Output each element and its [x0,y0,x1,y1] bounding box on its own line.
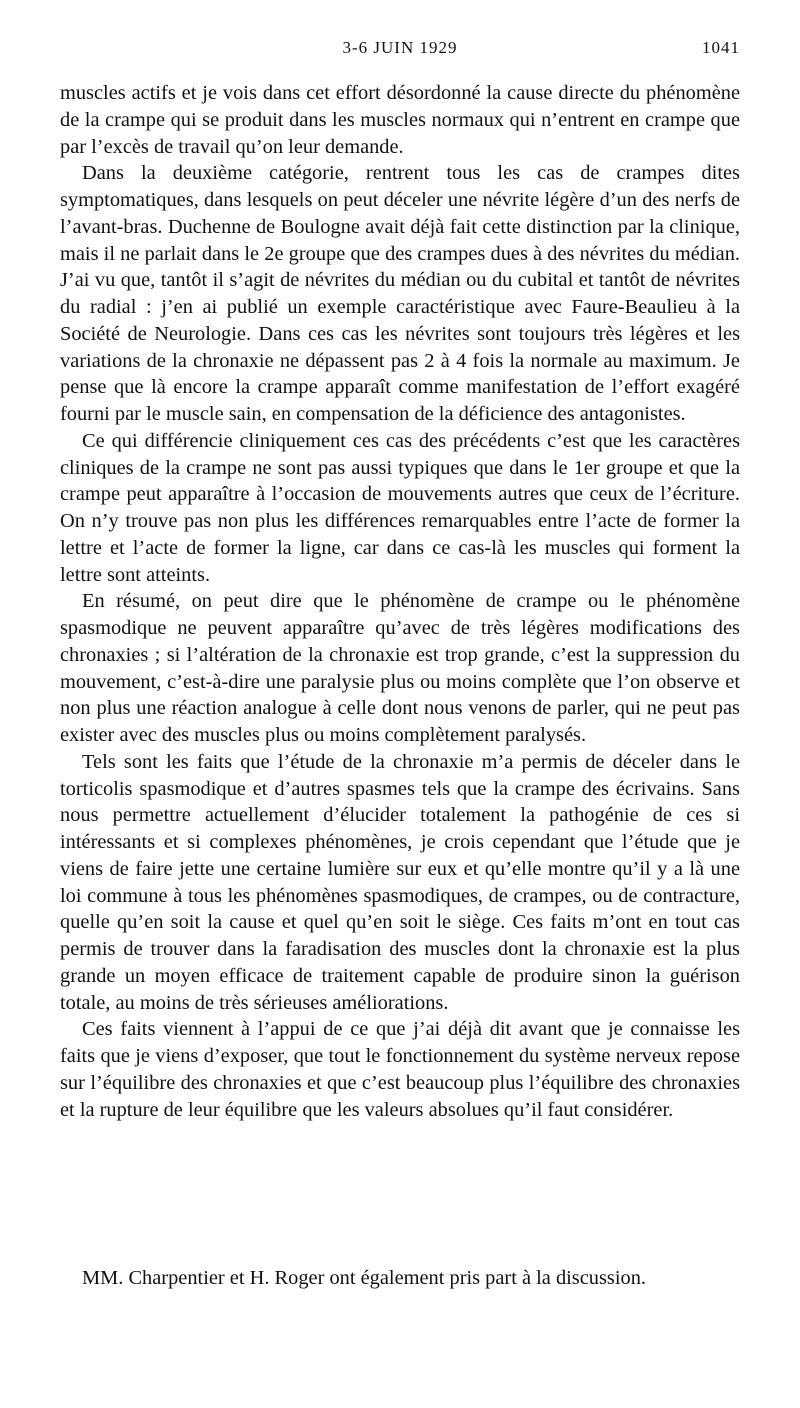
paragraph: Ces faits viennent à l’appui de ce que j’ai déjà dit avant que je connaisse les faits que je viens d’exposer, que tout le fonctionnement du système nerveux repose sur l’équilibre des chronaxies et que c’est beaucoup plus l’équilibre des chronaxies et la rupture de leur équilibre que les valeurs absolues qu’il faut considérer. [60,1018,740,1121]
paragraph: Dans la deuxième catégorie, rentrent tous les cas de crampes dites symptomatiques, dans lesquels on peut déceler une névrite légère d’un des nerfs de l’avant-bras. Duchenne de Boulogne avait déjà fait cette distinction par la clinique, mais il ne parlait dans le 2e groupe que des crampes dues à des névrites du médian. J’ai vu que, tantôt il s’agit de névrites du médian ou du cubital et tantôt de névrites du radial : j’en ai publié un exemple caractéristique avec Faure-Beaulieu à la Société de Neurologie. Dans ces cas les névrites sont toujours très légères et les variations de la chronaxie ne dépassent pas 2 à 4 fois la normale au maximum. Je pense que là encore la crampe apparaît comme manifestation de l’effort exagéré fourni par le muscle sain, en compensation de la déficience des antagonistes. [60,162,740,425]
paragraph-continued: muscles actifs et je vois dans cet effort désordonné la cause directe du phénomène de la crampe qui se produit dans les muscles normaux qui n’entrent en crampe que par l’excès de travail qu’on leur demande. [60,82,740,158]
paragraph: En résumé, on peut dire que le phénomène de crampe ou le phénomène spasmodique ne peuvent apparaître qu’avec de très légères modifications des chronaxies ; si l’altération de la chronaxie est trop grande, c’est la suppression du mouvement, c’est-à-dire une paralysie plus ou moins complète que l’on observe et non plus une réaction analogue à celle dont nous venons de parler, qui ne peut pas exister avec des muscles plus ou moins complètement paralysés. [60,590,740,746]
page-number: 1041 [702,38,740,57]
running-title: 3-6 JUIN 1929 [342,38,458,57]
running-head [60,38,740,62]
paragraph: Tels sont les faits que l’étude de la chronaxie m’a permis de déceler dans le torticolis spasmodique et d’autres spasmes tels que la crampe des écrivains. Sans nous permettre actuellement d’élucider totalement la pathogénie de ces si intéressants et si complexes phénomènes, je crois cependant que l’étude que je viens de faire jette une certaine lumière sur eux et qu’elle montre qu’il y a là une loi commune à tous les phénomènes spasmodiques, de crampes, ou de contracture, quelle qu’en soit la cause et quel qu’en soit le siège. Ces faits m’ont en tout cas permis de trouver dans la faradisation des muscles dont la chronaxie est la plus grande un moyen efficace de traitement capable de produire sinon la guérison totale, au moins de très sérieuses améliorations. [60,750,740,1014]
body-text [60,80,740,1123]
paragraph: Ce qui différencie cliniquement ces cas des précédents c’est que les caractères cliniques de la crampe ne sont pas aussi typiques que dans le 1er groupe et que la crampe peut apparaître à l’occasion de mouvements autres que ceux de l’écriture. On n’y trouve pas non plus les différences remarquables entre l’acte de former la lettre et l’acte de former la ligne, car dans ce cas-là les muscles qui forment la lettre sont atteints. [60,429,740,586]
discussion-note: MM. Charpentier et H. Roger ont également pris part à la discussion. [82,1267,647,1289]
